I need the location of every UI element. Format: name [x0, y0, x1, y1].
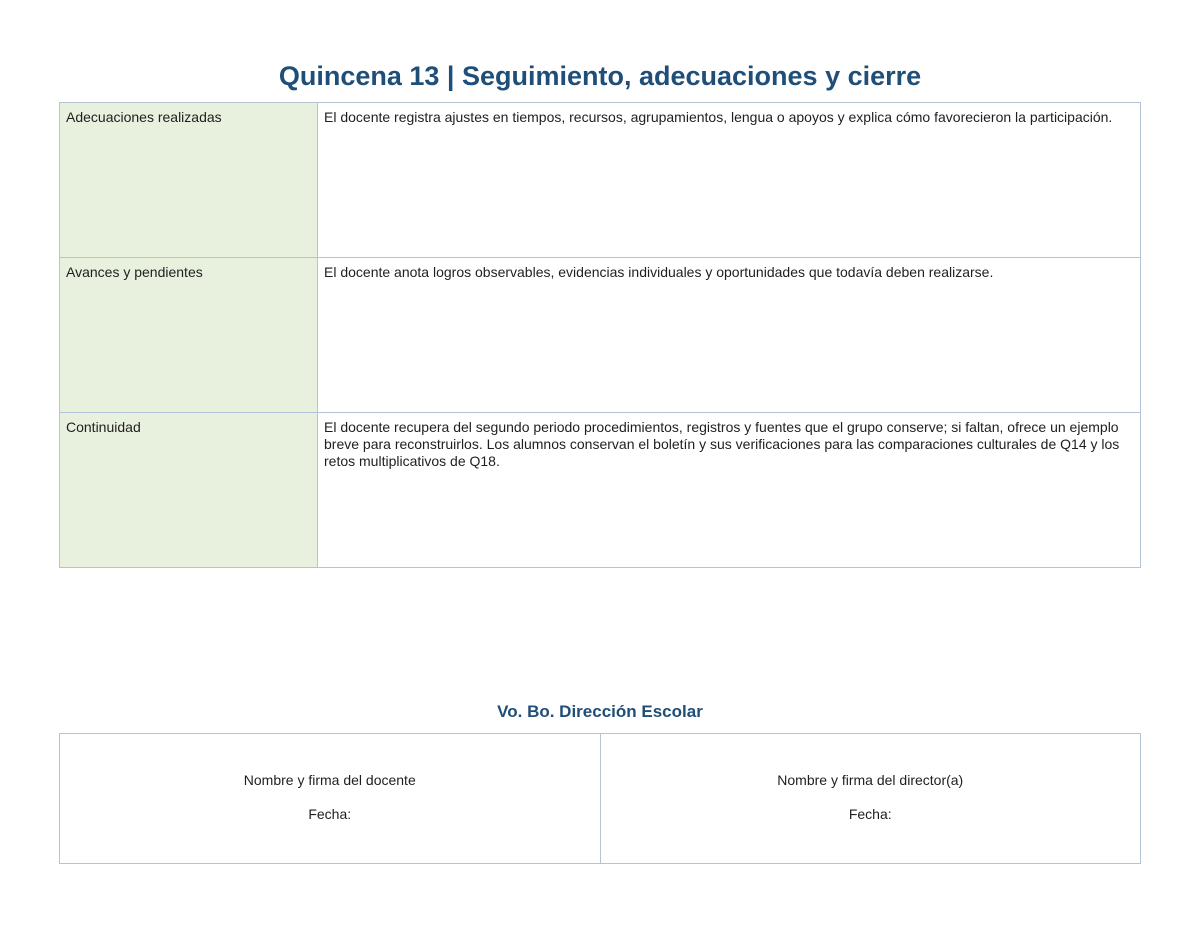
- signature-table: [59, 733, 1141, 864]
- row-text-continuidad: El docente recupera del segundo periodo procedimientos, registros y fuentes que el grupo conserve; si faltan, ofrece un ejemplo breve para reconstruirlos. Los alumnos conservan el boletín y sus verificaciones para las comparaciones culturales de Q14 y los retos multiplicativos de Q18.: [318, 413, 1141, 568]
- row-label-avances: Avances y pendientes: [60, 258, 318, 413]
- signature-row: [60, 734, 1141, 864]
- teacher-name-label: Nombre y firma del docente: [243, 772, 416, 788]
- tracking-table: [59, 102, 1141, 568]
- page-title: Quincena 13 | Seguimiento, adecuaciones y cierre: [278, 61, 922, 91]
- table-row: [60, 413, 1141, 568]
- director-signature-cell: [600, 734, 1141, 864]
- teacher-date-label: Fecha:: [308, 806, 352, 822]
- teacher-signature-cell: [60, 734, 601, 864]
- director-date-label: Fecha:: [848, 806, 892, 822]
- row-text-avances: El docente anota logros observables, evidencias individuales y oportunidades que todavía deben realizarse.: [318, 258, 1141, 413]
- row-text-adecuaciones: El docente registra ajustes en tiempos, recursos, agrupamientos, lengua o apoyos y explica cómo favorecieron la participación.: [318, 103, 1141, 258]
- row-label-adecuaciones: Adecuaciones realizadas: [60, 103, 318, 258]
- director-name-label: Nombre y firma del director(a): [777, 772, 964, 788]
- signoff-title: Vo. Bo. Dirección Escolar: [497, 702, 703, 721]
- table-row: [60, 103, 1141, 258]
- table-row: [60, 258, 1141, 413]
- row-label-continuidad: Continuidad: [60, 413, 318, 568]
